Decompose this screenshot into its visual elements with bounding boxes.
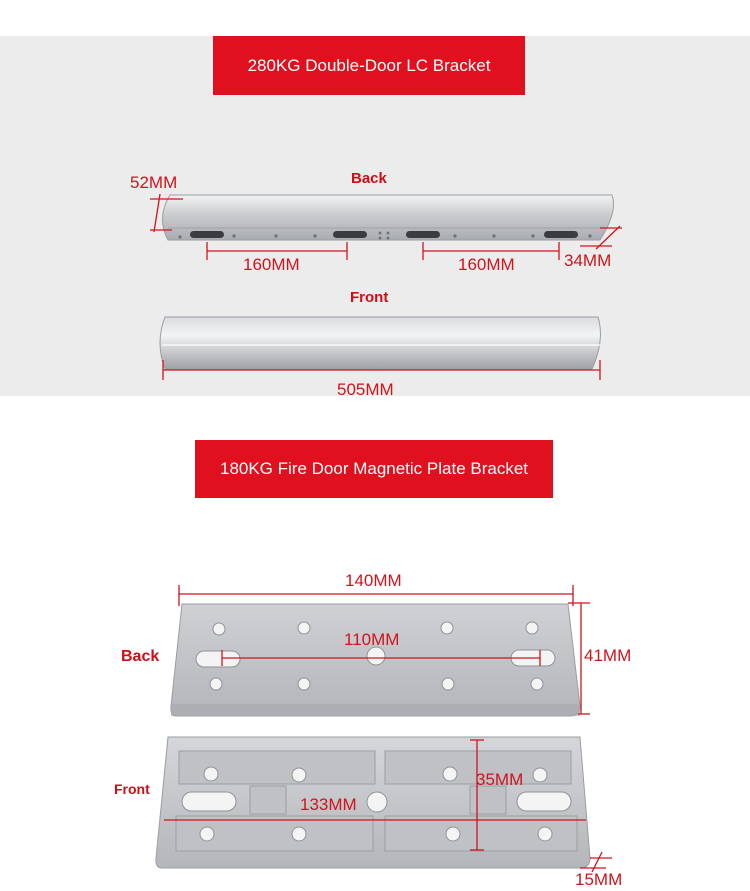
lc-spacing-left-dimension: 160MM (243, 255, 300, 274)
plate-length-dimension: 140MM (345, 571, 402, 590)
lc-spacing-right-dimension: 160MM (458, 255, 515, 274)
plate-slot-spacing-dimension: 110MM (344, 630, 400, 649)
plate-front-label: Front (114, 781, 150, 797)
lc-depth-dimension: 34MM (564, 251, 612, 270)
magnetic-plate-back (171, 604, 580, 716)
lc-front-label: Front (350, 289, 389, 306)
plate-thickness-dimension: 15MM (575, 870, 623, 889)
plate-width-dimension: 41MM (584, 646, 632, 665)
section-title-plate-bracket: 180KG Fire Door Magnetic Plate Bracket (195, 440, 553, 498)
plate-back-label: Back (121, 648, 160, 665)
lc-bracket-back (162, 195, 613, 240)
lc-length-dimension: 505MM (337, 380, 394, 399)
lc-bracket-front (160, 317, 600, 369)
plate-inner-length-dimension: 133MM (300, 795, 357, 814)
plate-inner-width-dimension: 35MM (476, 770, 524, 789)
section-title-lc-bracket: 280KG Double-Door LC Bracket (213, 36, 525, 95)
magnetic-plate-front (156, 737, 590, 868)
lc-height-dimension: 52MM (130, 173, 178, 192)
lc-back-label: Back (351, 170, 387, 187)
